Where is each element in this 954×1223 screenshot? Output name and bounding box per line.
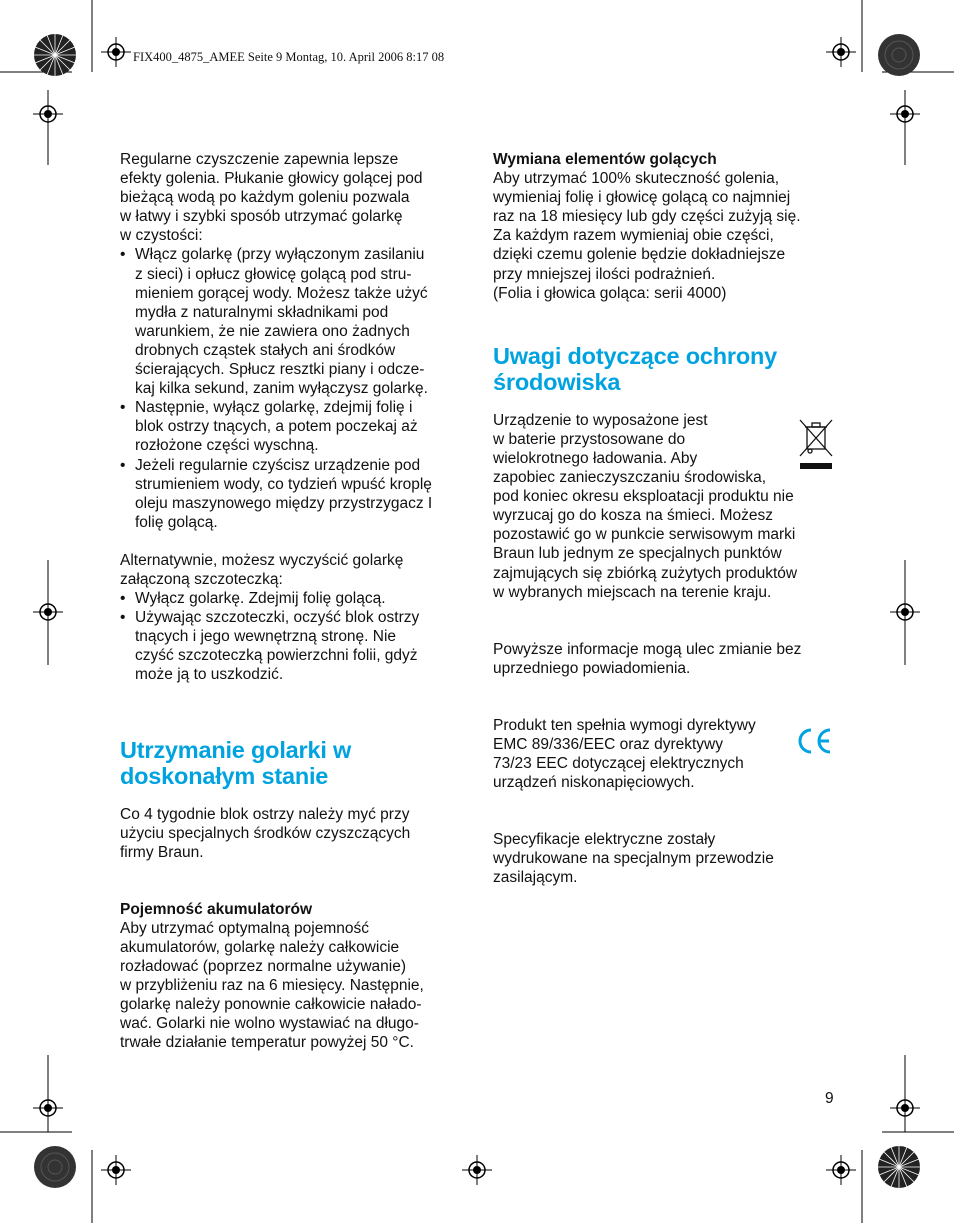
print-slug: FIX400_4875_AMEE Seite 9 Montag, 10. April 2006 8:17 08	[133, 50, 445, 64]
list-item: • Włącz golarkę (przy wyłączonym zasilaniu z sieci) i opłucz głowicę golącą pod stru- mieniem gorącej wody. Możesz także użyć mydła z naturalnymi składnikami pod warunkiem, że nie zawiera ono żadnych drobnych cząstek stałych ani środków ścierających. Spłucz resztki piany i odcze- kaj kilka sekund, zanim wyłączysz golarkę.	[120, 245, 465, 398]
parts-text: Aby utrzymać 100% skuteczność golenia, wymieniaj folię i głowicę golącą co najmniej raz na 18 miesięcy lub gdy części zużyją się. Za każdym razem wymieniaj obie części, dzięki czemu golenie będzie dokładniejsze przy mniejszej ilości podrażnień. (Folia i głowica goląca: serii 4000)	[493, 170, 801, 302]
registration-mark-icon	[826, 37, 856, 67]
battery-title: Pojemność akumulatorów	[120, 900, 313, 918]
spec-text: Specyfikacje elektryczne zostały wydrukowane na specjalnym przewodzie zasilającym.	[493, 831, 774, 887]
brush-steps-list	[120, 589, 465, 684]
registration-mark-icon	[33, 1093, 63, 1123]
crossed-bin-icon	[797, 418, 835, 472]
cleaning-intro: Regularne czyszczenie zapewnia lepsze efekty golenia. Płukanie głowicy golącej pod bieżącą wodą po każdym goleniu pozwala w łatwy i szybki sposób utrzymać golarkę w czystości:	[120, 151, 423, 245]
list-item: • Jeżeli regularnie czyścisz urządzenie pod strumieniem wody, co tydzień wpuść kroplę oleju maszynowego między przystrzygacz I folię golącą.	[120, 456, 465, 532]
maintenance-text: Co 4 tygodnie blok ostrzy należy myć przy użyciu specjalnych środków czyszczących firmy Braun.	[120, 805, 411, 861]
registration-mark-icon	[890, 99, 920, 129]
registration-mark-icon	[101, 1155, 131, 1185]
registration-mark-icon	[101, 37, 131, 67]
starburst-mark-icon	[33, 1145, 77, 1189]
starburst-mark-icon	[877, 1145, 921, 1189]
registration-mark-icon	[890, 1093, 920, 1123]
battery-text: Aby utrzymać optymalną pojemność akumulatorów, golarkę należy całkowicie rozładować (poprzez normalne używanie) w przybliżeniu raz na 6 miesięcy. Następnie, golarkę należy ponownie całkowicie nałado- wać. Golarki nie wolno wystawiać na długo- trwałe działanie temperatur powyżej 50 °C.	[120, 919, 424, 1052]
registration-mark-icon	[826, 1155, 856, 1185]
starburst-mark-icon	[877, 33, 921, 77]
list-item: • Następnie, wyłącz golarkę, zdejmij folię i blok ostrzy tnących, a potem poczekaj aż rozłożone części wyschną.	[120, 398, 465, 455]
parts-title: Wymiana elementów golących	[493, 151, 717, 168]
cleaning-steps-list	[120, 245, 465, 531]
registration-mark-icon	[33, 99, 63, 129]
list-item: • Wyłącz golarkę. Zdejmij folię golącą.	[120, 589, 465, 608]
starburst-mark-icon	[33, 33, 77, 77]
registration-mark-icon	[33, 597, 63, 627]
right-column	[493, 150, 838, 888]
registration-mark-icon	[890, 597, 920, 627]
alternative-intro: Alternatywnie, możesz wyczyścić golarkę załączoną szczoteczką:	[120, 551, 404, 588]
section-heading-environment: Uwagi dotyczące ochrony środowiska	[493, 342, 777, 395]
ce-compliance-text: Produkt ten spełnia wymogi dyrektywy EMC 89/336/EEC oraz dyrektywy 73/23 EEC dotyczącej elektrycznych urządzeń niskonapięciowych.	[493, 716, 756, 792]
section-heading-maintenance: Utrzymanie golarki w doskonałym stanie	[120, 736, 352, 789]
left-column	[120, 150, 465, 1053]
registration-mark-icon	[462, 1155, 492, 1185]
ce-mark-icon	[793, 726, 833, 756]
environment-text: Urządzenie to wyposażone jest w baterie przystosowane do wielokrotnego ładowania. Aby zapobiec zanieczyszczaniu środowiska, pod koniec okresu eksploatacji produktu nie wyrzucaj go do kosza na śmieci. Możesz pozostawić go w punkcie serwisowym marki Braun lub jednym ze specjalnych punktów zajmujących się zbiórką zużytych produktów w wybranych miejscach na terenie kraju.	[493, 411, 798, 601]
notice-text: Powyższe informacje mogą ulec zmianie bez uprzedniego powiadomienia.	[493, 640, 802, 677]
list-item: • Używając szczoteczki, oczyść blok ostrzy tnących i jego wewnętrzną stronę. Nie czyść szczoteczką powierzchni folii, gdyż może ją to uszkodzić.	[120, 608, 465, 684]
page-number: 9	[825, 1090, 834, 1107]
